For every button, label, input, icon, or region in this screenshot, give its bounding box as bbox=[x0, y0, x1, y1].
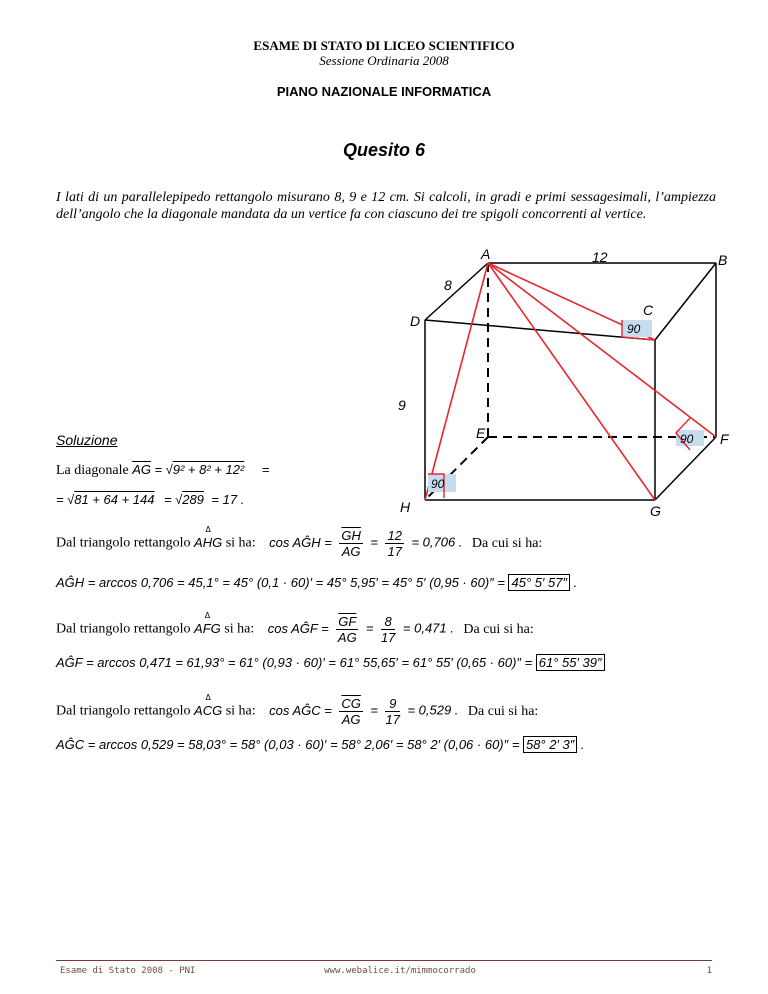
vertex-label-f: F bbox=[720, 431, 729, 447]
fraction-numerator: $\overline{GF}$ bbox=[338, 614, 357, 629]
triangle-mid: si ha: bbox=[225, 535, 256, 551]
footer-left: Esame di Stato 2008 - PNI bbox=[60, 966, 196, 976]
triangle-mid: si ha: bbox=[225, 703, 256, 719]
triangle-name: Δ AFG bbox=[194, 621, 221, 636]
fraction-numerator-value: 9 bbox=[385, 696, 399, 712]
right-angle-label-f: 90 bbox=[680, 432, 694, 446]
fraction-numerator-value: 12 bbox=[387, 528, 402, 543]
angle-calculation: AĜH = arccos 0,706 = 45,1° = 45° (0,1 · 60)′ = 45° 5,95′ = 45° 5′ (0,95 · 60)″ = bbox=[56, 575, 505, 590]
footer-website-link[interactable]: www.webalice.it/mimmocorrado bbox=[324, 966, 476, 976]
footer-rule bbox=[56, 960, 712, 961]
vertex-label-d: D bbox=[410, 313, 421, 329]
cos-expression: cos AĜC = bbox=[269, 702, 332, 718]
fraction-denominator: AG bbox=[341, 544, 361, 559]
angle-calc-acg: AĜC = arccos 0,529 = 58,03° = 58° (0,03 · 60)′ = 58° 2,06′ = 58° 2′ (0,06 · 60)″ = 58° 2′ 3″ . bbox=[56, 737, 585, 752]
cos-value: = 0,706 . bbox=[411, 534, 463, 550]
exam-title: ESAME DI STATO DI LICEO SCIENTIFICO bbox=[253, 38, 515, 53]
consequence-text: Da cui si ha: bbox=[463, 621, 534, 637]
triangle-intro: Dal triangolo rettangolo bbox=[56, 703, 191, 719]
triangle-intro: Dal triangolo rettangolo bbox=[56, 621, 191, 637]
equals-sign: = bbox=[154, 462, 163, 477]
cos-expression: cos AĜH = bbox=[269, 534, 332, 550]
diagonal-result: = 17 . bbox=[211, 492, 245, 507]
edge-label-ad: 8 bbox=[444, 277, 452, 293]
triangle-name: Δ ACG bbox=[194, 703, 222, 718]
vertex-label-e: E bbox=[476, 425, 486, 441]
fraction-denominator-value: 17 bbox=[385, 712, 400, 727]
vertex-label-h: H bbox=[400, 499, 411, 515]
edge-label-dh: 9 bbox=[398, 397, 406, 413]
fraction-denominator-value: 17 bbox=[387, 544, 402, 559]
program-title: PIANO NAZIONALE INFORMATICA bbox=[276, 84, 492, 99]
triangle-name: Δ AHG bbox=[194, 535, 222, 550]
question-heading: Quesito 6 bbox=[342, 140, 426, 160]
triangle-line-acg: Dal triangolo rettangolo Δ ACG si ha: cos AĜC = $\frac{\overline{CG}}{AG}$ = $\frac{9}{17}$ = 0,529 . Da cui si ha: bbox=[56, 696, 538, 727]
angle-answer: 58° 2′ 3″ bbox=[523, 736, 577, 753]
session-subtitle: Sessione Ordinaria 2008 bbox=[319, 53, 449, 68]
vertex-label-c: C bbox=[643, 302, 654, 318]
equals-sign-tail: = bbox=[261, 462, 270, 477]
angle-calc-ahg: AĜH = arccos 0,706 = 45,1° = 45° (0,1 · 60)′ = 45° 5,95′ = 45° 5′ (0,95 · 60)″ = 45° 5′ 57″ . bbox=[56, 575, 578, 590]
consequence-text: Da cui si ha: bbox=[467, 703, 539, 719]
diagonal-symbol: $\overline{AG}$ bbox=[132, 462, 151, 477]
equals-sign-2: = bbox=[163, 492, 172, 507]
consequence-text: Da cui si ha: bbox=[471, 535, 543, 551]
cos-value: = 0,529 . bbox=[407, 702, 459, 718]
fraction-numerator-value: 8 bbox=[381, 614, 395, 630]
fraction-denominator-value: 17 bbox=[380, 630, 396, 645]
right-angle-label-c: 90 bbox=[627, 322, 641, 336]
root-expression-2: 81 + 64 + 144 bbox=[74, 492, 155, 507]
angle-calc-afg bbox=[56, 655, 605, 672]
vertex-label-g: G bbox=[650, 503, 661, 519]
fraction-denominator: AG bbox=[341, 712, 361, 727]
triangle-intro: Dal triangolo rettangolo bbox=[56, 535, 191, 551]
fraction-numerator: $\overline{CG}$ bbox=[341, 696, 361, 711]
diagonal-line-2: = √81 + 64 + 144 = √289 = 17 . bbox=[56, 492, 245, 507]
fraction-denominator: AG bbox=[337, 630, 357, 645]
root-expression-3: 289 bbox=[182, 492, 204, 507]
triangle-mid: si ha: bbox=[224, 621, 255, 637]
triangle-line-ahg: Dal triangolo rettangolo Δ AHG si ha: cos AĜH = $\frac{\overline{GH}}{AG}$ = $\frac{12}{17}$ = 0,706 . Da cui si ha: bbox=[56, 528, 542, 559]
right-angle-label-h: 90 bbox=[431, 477, 445, 491]
equals-sign-lead: = bbox=[56, 492, 64, 507]
question-text: I lati di un parallelepipedo rettangolo misurano 8, 9 e 12 cm. Si calcoli, in gradi e primi sessagesimali, l’ampiezza dell’angolo che la diagonale mandata da un vertice fa con ciascuno dei tre spigoli concorrenti al vertice. bbox=[56, 190, 716, 222]
diagonal-line-1: La diagonale $\overline{AG} = √9^2 + 8^2 + 12^2$ = bbox=[56, 462, 270, 478]
page-number: 1 bbox=[706, 966, 712, 976]
vertex-label-a: A bbox=[481, 246, 491, 262]
triangle-line-afg: Dal triangolo rettangolo Δ AFG si ha: cos AĜF = $\frac{\overline{GF}}{AG}$ = $\frac{8}{17}$ = 0,471 . Da cui si ha: bbox=[56, 614, 534, 645]
edge-label-ab: 12 bbox=[592, 249, 608, 265]
solution-label: Soluzione bbox=[56, 432, 118, 448]
fraction-numerator: $\overline{GH}$ bbox=[341, 528, 361, 543]
cos-expression: cos AĜF = bbox=[267, 620, 329, 636]
angle-calculation: AĜC = arccos 0,529 = 58,03° = 58° (0,03 · 60)′ = 58° 2,06′ = 58° 2′ (0,06 · 60)″ = bbox=[56, 737, 520, 752]
root-expression-1: 9² + 8² + 12² bbox=[172, 462, 245, 477]
cos-value: = 0,471 . bbox=[402, 620, 454, 636]
vertex-label-b: B bbox=[718, 252, 728, 268]
angle-answer: 45° 5′ 57″ bbox=[508, 574, 570, 591]
angle-calculation: AĜF = arccos 0,471 = 61,93° = 61° (0,93 · 60)′ = 61° 55,65′ = 61° 55′ (0,65 · 60)″ = bbox=[56, 655, 533, 670]
diagonal-intro: La diagonale bbox=[56, 463, 129, 478]
angle-answer: 61° 55′ 39″ bbox=[536, 654, 605, 671]
